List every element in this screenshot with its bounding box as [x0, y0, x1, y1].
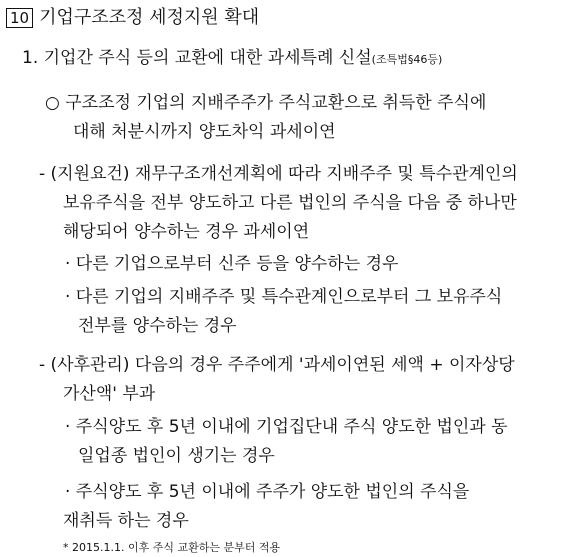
postmanagement-bullet-1-line-1: · 주식양도 후 5년 이내에 기업집단내 주식 양도한 법인과 동 — [65, 417, 508, 437]
requirements-line-1: - (지원요건) 재무구조개선계획에 따라 지배주주 및 특수관계인의 — [39, 164, 518, 184]
postmanagement-bullet-1-line-2: 일업종 법인이 생기는 경우 — [78, 446, 275, 466]
item-heading — [22, 47, 442, 71]
item-heading-text: 1. 기업간 주식 등의 교환에 대한 과세특례 신설 — [22, 48, 372, 68]
requirements-bullet-1: · 다른 기업으로부터 신주 등을 양수하는 경우 — [65, 254, 399, 274]
postmanagement-bullet-2-line-1: · 주식양도 후 5년 이내에 주주가 양도한 법인의 주식을 — [65, 482, 470, 502]
item-heading-ref: (조특법§46등) — [371, 53, 443, 66]
circle-line-1: ○ 구조조정 기업의 지배주주가 주식교환으로 취득한 주식에 — [45, 93, 487, 113]
section-number-box: 10 — [6, 8, 33, 28]
circle-line-2: 대해 처분시까지 양도차익 과세이연 — [73, 122, 336, 142]
section-heading — [6, 7, 259, 29]
requirements-bullet-2-line-1: · 다른 기업의 지배주주 및 특수관계인으로부터 그 보유주식 — [65, 287, 503, 307]
postmanagement-line-1: - (사후관리) 다음의 경우 주주에게 '과세이연된 세액 + 이자상당 — [39, 355, 515, 375]
section-title: 기업구조조정 세정지원 확대 — [39, 7, 260, 28]
requirements-line-2: 보유주식을 전부 양도하고 다른 법인의 주식을 다음 중 하나만 — [63, 193, 517, 213]
requirements-line-3: 해당되어 양수하는 경우 과세이연 — [63, 222, 310, 242]
postmanagement-line-2: 가산액' 부과 — [63, 384, 156, 404]
postmanagement-bullet-2-line-2: 재취득 하는 경우 — [63, 511, 189, 531]
requirements-bullet-2-line-2: 전부를 양수하는 경우 — [78, 316, 237, 336]
footnote: * 2015.1.1. 이후 주식 교환하는 분부터 적용 — [63, 541, 281, 554]
